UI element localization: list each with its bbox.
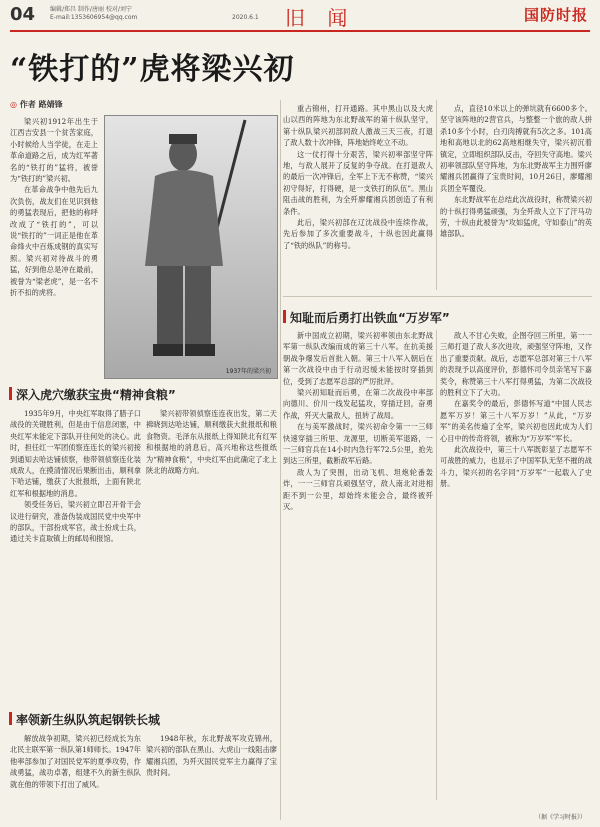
photo-caption: 1937年的梁兴初 (225, 368, 271, 375)
section1-column-b (146, 408, 277, 713)
body-paragraph: 在与美军激战时，梁兴初命令第一一三师快速穿插三所里、龙源里，切断美军退路，一一三师官兵在14小时内急行军72.5公里，抢先到达三所里，截断敌军后路。 (283, 422, 433, 466)
body-paragraph: 此次战役中，第三十八军既彰显了志愿军不可战胜的威力，也显示了中国军队无坚不摧的战斗力，梁兴初的名字同“万岁军”一起载入了史册。 (440, 445, 592, 489)
column-divider (436, 100, 437, 290)
body-paragraph: 在嘉奖令的最后，彭德怀写道“中国人民志愿军万岁！第三十八军万岁！”从此，“万岁军”的美名传遍了全军，梁兴初也因此成为人们心目中的传奇将领，被称为“万岁军”军长。 (440, 399, 592, 443)
intro-paragraph: 梁兴初1912年出生于江西吉安县一个贫苦家庭，小时候给人当学徒，在走上革命道路之后，成为红军著名的“铁打的”猛将，被誉为“铁打的”梁兴初。 (10, 117, 98, 184)
section3-column-b (440, 330, 592, 796)
body-paragraph: 重占锦州，打开通路。其中黑山以及大虎山以西的阵地为东北野战军的第十纵队坚守，第十纵队梁兴初部同敌人激战三天三夜，打退了敌人数十次冲锋，阵地始终屹立不动。 (283, 104, 433, 148)
source-footnote: （据《学习时报》） (534, 814, 586, 821)
section-divider (283, 296, 592, 297)
body-paragraph: 点，直径10米以上的弹坑就有6600多个。坚守该阵地的2营官兵，与整整一个旅的敌人拼杀10多个小时，白刃肉搏就有5次之多。101高地和高地以北的62高地相继失守，梁兴初沉着镇定，立即组织部队反击，夺回失守高地。梁兴初率领部队坚守阵地，为东北野战军主力围歼廖耀湘兵团赢得了宝贵时间，10月26日，廖耀湘兵团全军覆没。 (440, 104, 592, 193)
author-name: 路婧锋 (38, 100, 63, 109)
editor-line: 编辑/郑昌 制作/唐丽 校对/刘宁 (50, 6, 132, 13)
author-line (10, 99, 63, 110)
column-divider (280, 100, 281, 820)
section2-column-a (10, 733, 141, 819)
email-line: E-mail:1353606954@qq.com (50, 14, 138, 21)
body-paragraph: 解放战争初期，梁兴初已经成长为东北民主联军第一纵队第1师师长。1947年他率部参加了对国民党军的夏季攻势，作战勇猛，战功卓著，组建不久的新生纵队就在他的带领下打出了威风。 (10, 734, 141, 789)
intro-paragraph: 在革命战争中他先后九次负伤，战友们在见识到他的勇猛表现后，把他的称呼改成了“铁打的”，可以说“铁打的”一词正是他在革命烽火中百炼成钢的真实写照。梁兴初对待战斗的勇猛，好到他总是冲在最前，被誉为“梁老虎”，是一名不折不扣的虎将。 (10, 185, 98, 298)
section1-title: 深入虎穴缴获宝贵“精神食粮” (16, 388, 176, 402)
section3-title: 知耻而后勇打出铁血“万岁军” (290, 311, 450, 325)
column-three (283, 103, 433, 291)
section2-column-b (146, 733, 277, 819)
page-number: 04 (10, 4, 36, 25)
body-paragraph: 这一仗打得十分艰苦，梁兴初率部坚守阵地，与敌人展开了反复的争夺战。在打退敌人的最后一次冲锋后，全军上下无不称赞，“梁兴初守得好，打得硬，是一支铁打的队伍”。黑山阻击战的胜利，为全歼廖耀湘兵团创造了有利条件。 (283, 149, 433, 216)
body-paragraph: 敌人为了突围，出动飞机、坦炮轮番轰炸，一一三师官兵顽强坚守，敌人南北对进相距不到一公里，却始终未能会合，最终被歼灭。 (283, 467, 433, 512)
newspaper-logo: 国防时报 (523, 6, 588, 24)
header-rule (10, 30, 590, 32)
body-paragraph: 敌人不甘心失败，企图夺回三所里，第一一三师打退了敌人多次进攻，顽强坚守阵地，又作出了重要贡献。战后，志愿军总部对第三十八军的表现予以高度评价，彭德怀司令员亲笔写下嘉奖令，称赞第三十八军打得勇猛，为第二次战役的胜利立下了大功。 (440, 331, 592, 398)
page-header (0, 0, 600, 36)
body-paragraph: 此后，梁兴初部在辽沈战役中连续作战，先后参加了多次重要战斗，十纵也因此赢得了“铁的纵队”的称号。 (283, 218, 433, 250)
soldier-portrait-image (105, 116, 277, 378)
portrait-photo (104, 115, 278, 379)
author-marker: ◎ (10, 100, 17, 109)
section2-title: 率领新生纵队筑起钢铁长城 (16, 713, 161, 727)
intro-column (10, 116, 98, 382)
author-label: 作者 (19, 100, 36, 109)
body-paragraph: 1935年9月，中央红军取得了腊子口战役的关键胜利，但是由于信息闭塞，中央红军未能定下部队开往何处的决心。此时，担任红一军团侦察连连长的梁兴初接到通知去哈达铺侦察，他带领侦察连化装成敌人，在摸清情况后果断出击，顺利拿下哈达铺，缴获了大批报纸，上面有陕北红军和根据地的消息。 (10, 409, 141, 498)
body-paragraph: 东北野战军在总结此次战役时，称赞梁兴初的十纵打得勇猛顽强，为全歼敌人立下了汗马功劳，十纵由此被誉为“攻如猛虎，守如泰山”的英雄部队。 (440, 195, 592, 239)
issue-date: 2020.6.1 (232, 14, 259, 21)
body-paragraph: 梁兴初带领侦察连连夜出发，第二天拂晓到达哈达铺，顺利缴获大批报纸和粮食物资。毛泽东从报纸上得知陕北有红军和根据地的消息后，高兴地称这些报纸为“精神食粮”，中央红军由此确定了北上陕北的战略方向。 (146, 409, 277, 476)
body-paragraph: 领受任务后，梁兴初立即召开骨干会议进行研究，准备伪装成国民党中央军中的部队，干部扮成军官，战士扮成士兵，通过关卡直取镇上的邮局和报馆。 (10, 500, 141, 544)
section3-column-a (283, 330, 433, 796)
section-title: 旧 闻 (285, 6, 356, 30)
body-paragraph: 梁兴初知耻而后勇，在第二次战役中率部向德川、价川一线发起猛攻，穿插迂回，奋勇作战，歼灭大量敌人，扭转了战局。 (283, 388, 433, 420)
body-paragraph: 新中国成立初期，梁兴初率领由东北野战军第一纵队改编而成的第三十八军。在抗美援朝战争爆发后首批入朝。第三十八军入朝后在第一次战役中由于行动迟缓未能按时穿插到位，受到了志愿军总部的严厉批评。 (283, 331, 433, 386)
column-divider (436, 330, 437, 800)
article-headline: “铁打的”虎将梁兴初 (10, 52, 295, 87)
body-paragraph: 1948年秋，东北野战军攻克锦州，梁兴初的部队在黑山、大虎山一线阻击廖耀湘兵团，为歼灭国民党军主力赢得了宝贵时间。 (146, 734, 277, 778)
column-four (440, 103, 592, 291)
